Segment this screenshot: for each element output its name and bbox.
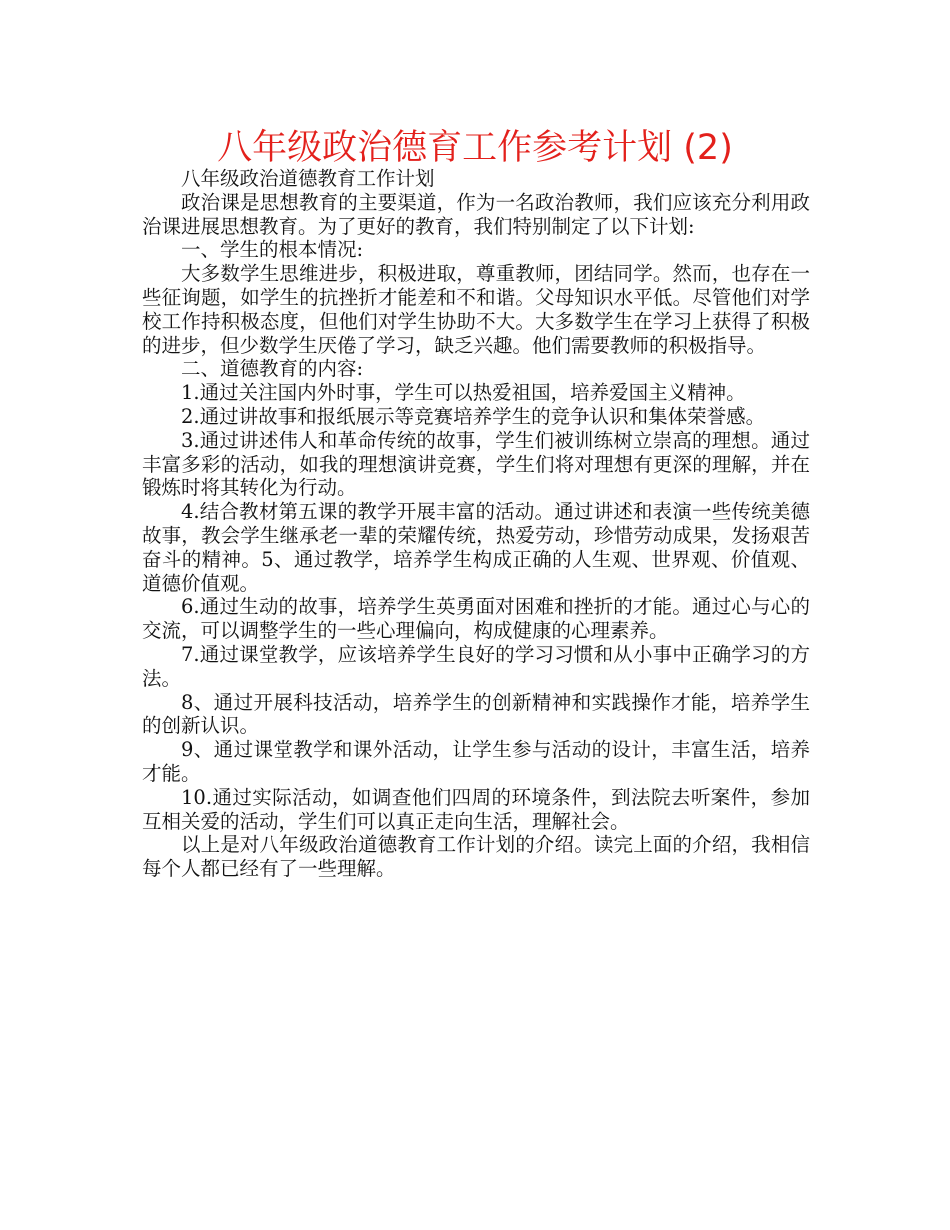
list-item-9: 9、通过课堂教学和课外活动，让学生参与活动的设计，丰富生活，培养才能。 xyxy=(142,738,810,785)
section-heading-content: 二、道德教育的内容: xyxy=(181,357,364,381)
list-item-10: 10.通过实际活动，如调查他们四周的环境条件，到法院去听案件，参加互相关爱的活动，学生们可以真正走向生活，理解社会。 xyxy=(142,785,810,833)
list-item-7: 7.通过课堂教学，应该培养学生良好的学习习惯和从小事中正确学习的方法。 xyxy=(142,642,810,690)
list-item-2: 2.通过讲故事和报纸展示等竞赛培养学生的竞争认识和集体荣誉感。 xyxy=(181,404,766,428)
paragraph-intro: 政治课是思想教育的主要渠道，作为一名政治教师，我们应该充分利用政治课进展思想教育。为了更好的教育，我们特别制定了以下计划: xyxy=(142,190,810,238)
paragraph-subtitle: 八年级政治道德教育工作计划 xyxy=(181,167,435,190)
list-item-3: 3.通过讲述伟人和革命传统的故事，学生们被训练树立崇高的理想。通过丰富多彩的活动，如我的理想演讲竞赛，学生们将对理想有更深的理解，并在锻炼时将其转化为行动。 xyxy=(142,428,810,500)
list-item-6: 6.通过生动的故事，培养学生英勇面对困难和挫折的才能。通过心与心的交流，可以调整学生的一些心理偏向，构成健康的心理素养。 xyxy=(142,595,810,643)
document-body xyxy=(142,167,810,881)
paragraph-students: 大多数学生思维进步，积极进取，尊重教师，团结同学。然而，也存在一些征询题，如学生的抗挫折才能差和不和谐。父母知识水平低。尽管他们对学校工作持积极态度，但他们对学生协助不大。大多数学生在学习上获得了积极的进步，但少数学生厌倦了学习，缺乏兴趣。他们需要教师的积极指导。 xyxy=(142,262,810,357)
paragraph-conclusion: 以上是对八年级政治道德教育工作计划的介绍。读完上面的介绍，我相信每个人都已经有了一些理解。 xyxy=(142,833,810,881)
list-item-4: 4.结合教材第五课的教学开展丰富的活动。通过讲述和表演一些传统美德故事，教会学生继承老一辈的荣耀传统，热爱劳动，珍惜劳动成果，发扬艰苦奋斗的精神。5、通过教学，培养学生构成正确的人生观、世界观、价值观、道德价值观。 xyxy=(142,500,810,595)
document-title: 八年级政治德育工作参考计划 (2) xyxy=(217,128,733,168)
section-heading-students: 一、学生的根本情况: xyxy=(181,238,364,262)
list-item-8: 8、通过开展科技活动，培养学生的创新精神和实践操作才能，培养学生的创新认识。 xyxy=(142,690,810,738)
list-item-1: 1.通过关注国内外时事，学生可以热爱祖国，培养爱国主义精神。 xyxy=(181,381,746,405)
